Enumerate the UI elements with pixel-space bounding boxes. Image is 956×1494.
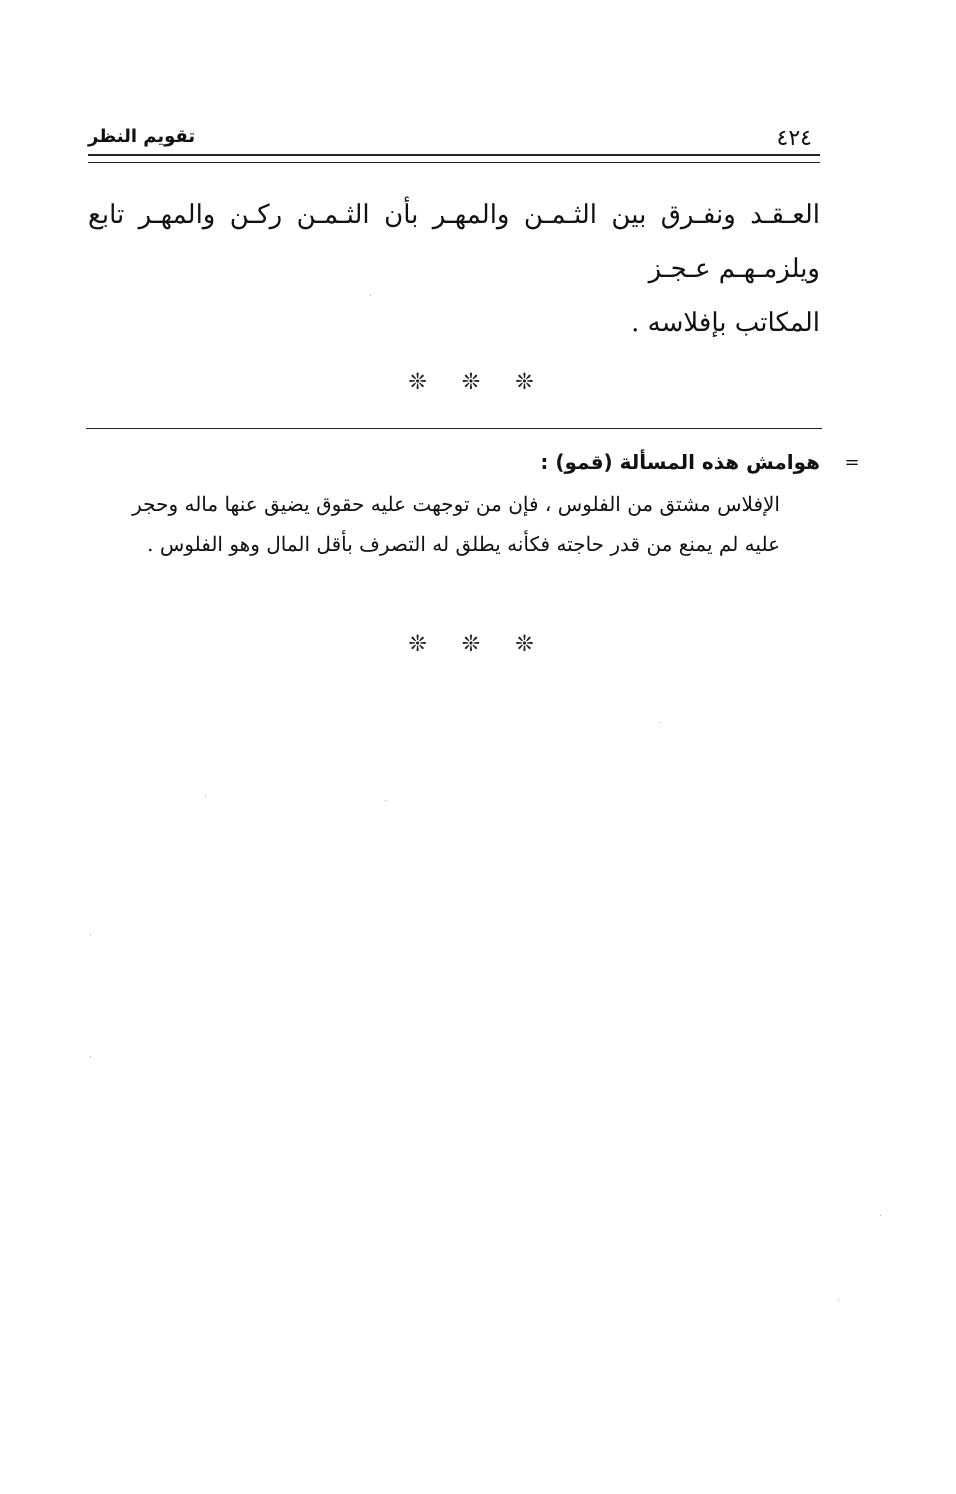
footnote-rule [86, 428, 822, 429]
footnote-line-2: عليه لم يمنع من قدر حاجته فكأنه يطلق له التصرف بأقل المال وهو الفلوس . [147, 532, 780, 556]
main-text [88, 188, 820, 350]
scan-speck [660, 722, 661, 723]
section-separator: ❊ ❊ ❊ [408, 370, 548, 395]
main-text-line-1: العـقـد ونفـرق بين الثـمـن والمهـر بأن الثـمـن ركـن والمهـر تابع ويلزمـهـم عـجـز [88, 200, 820, 284]
scan-speck [90, 934, 91, 935]
end-separator: ❊ ❊ ❊ [408, 632, 548, 657]
scan-speck [205, 796, 206, 797]
running-header [88, 122, 820, 152]
footnote-continuation-marker: = [844, 452, 860, 473]
footnote-line-1: الإفلاس مشتق من الفلوس ، فإن من توجهت عليه حقوق يضيق عنها ماله وحجر [132, 492, 780, 516]
scan-speck [880, 1215, 881, 1216]
scan-speck [90, 1056, 91, 1057]
footnote-text [88, 484, 780, 564]
scan-speck [370, 295, 371, 296]
footnote-heading: هوامش هذه المسألة (قمو) : [540, 450, 820, 474]
main-text-line-2: المكاتب بإفلاسه . [631, 308, 820, 338]
book-title: تقويم النظر [88, 126, 196, 147]
header-rule [88, 154, 820, 163]
scan-speck [385, 800, 386, 801]
scan-speck [838, 1300, 839, 1301]
page-number: ٤٢٤ [776, 126, 812, 151]
